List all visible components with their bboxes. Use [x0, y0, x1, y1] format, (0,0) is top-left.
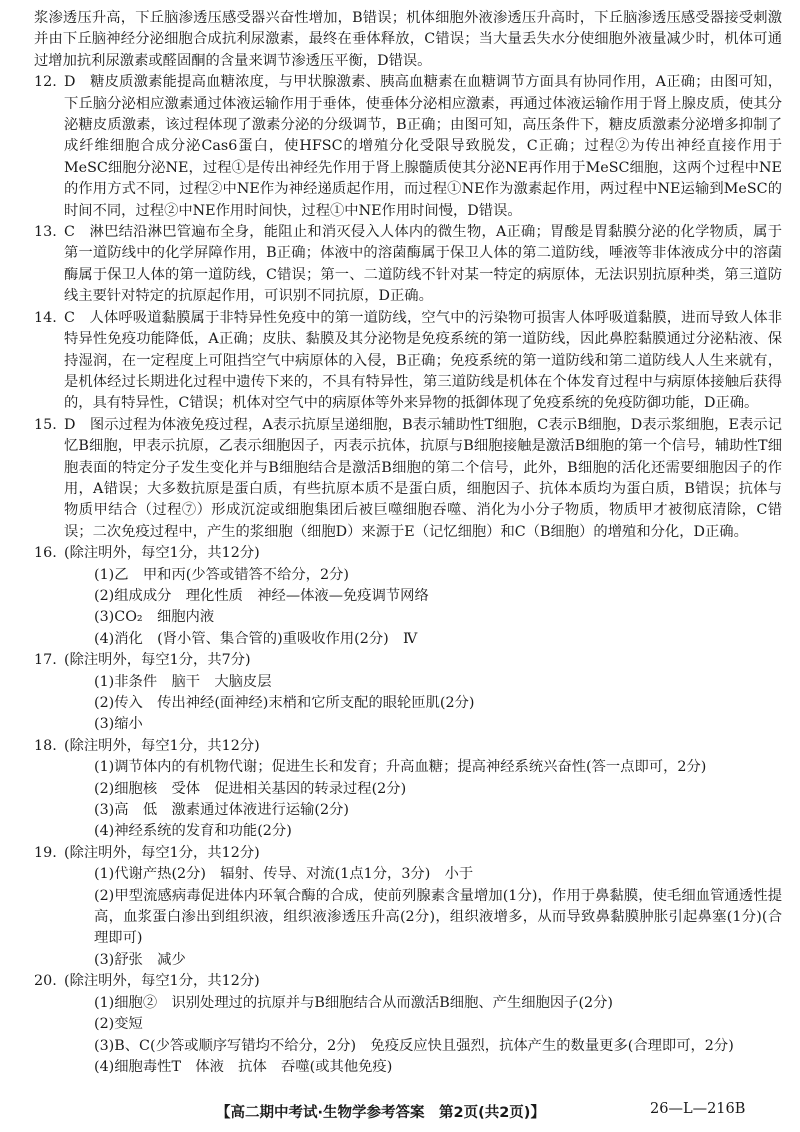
answer-line: (3)缩小 — [94, 716, 143, 733]
document-code: 26—L—216B — [650, 1101, 746, 1117]
answer-explanation: C 淋巴结沿淋巴管遍布全身，能阻止和消灭侵入人体内的微生物，A正确；胃酸是胃黏膜分泌的化学物质，属于第一道防线中的化学屏障作用，B正确；体液中的溶菌酶属于保卫人体的第二道防线，唾液等非体液成分中的溶菌酶属于保卫人体的第一道防线，C错误；第一、二道防线不针对某一特定的病原体，无法识别抗原种类，第三道防线主要针对特定的抗原起作用，可识别不同抗原，D正确。 — [64, 224, 782, 305]
answer-line: (1)乙 甲和丙(少答或错答不给分，2分) — [94, 566, 349, 583]
answer-item-17 — [34, 650, 782, 736]
answer-explanation: C 人体呼吸道黏膜属于非特异性免疫中的第一道防线，空气中的污染物可损害人体呼吸道黏膜，进而导致人体非特异性免疫功能降低，A正确；皮肤、黏膜及其分泌物是免疫系统的第一道防线，因此鼻腔黏膜通过分泌粘液、保持湿润，在一定程度上可阻挡空气中病原体的入侵，B正确；免疫系统的第一道防线和第二道防线人人生来就有，是机体经过长期进化过程中遗传下来的，不具有特异性，第三道防线是机体在个体发育过程中与病原体接触后获得的，具有特异性，C错误；机体对空气中的病原体等外来异物的抵御体现了免疫系统的免疫防御功能，D正确。 — [64, 309, 782, 412]
question-number: 20. — [34, 973, 57, 990]
answer-line: (3)CO₂ 细胞内液 — [94, 609, 215, 626]
answer-item-16 — [34, 543, 782, 650]
question-number: 15. — [34, 416, 57, 433]
answer-line: (3)舒张 减少 — [94, 951, 186, 968]
scoring-note: (除注明外，每空1分，共7分) — [64, 652, 251, 669]
answer-line: (1)细胞② 识别处理过的抗原并与B细胞结合从而激活B细胞、产生细胞因子(2分) — [94, 994, 614, 1011]
scoring-note: (除注明外，每空1分，共12分) — [64, 844, 260, 861]
footer-title: 【高二期中考试·生物学参考答案 第2页(共2页)】 — [216, 1105, 545, 1121]
answer-item-18 — [34, 736, 782, 843]
answer-line: (4)神经系统的发育和功能(2分) — [94, 823, 292, 840]
question-number: 16. — [34, 545, 57, 562]
scoring-note: (除注明外，每空1分，共12分) — [64, 973, 260, 990]
answer-explanation: D 糖皮质激素能提高血糖浓度，与甲状腺激素、胰高血糖素在血糖调节方面具有协同作用，A正确；由图可知，下丘脑分泌相应激素通过体液运输作用于垂体，使垂体分泌相应激素，再通过体液运输作用于肾上腺皮质，使其分泌糖皮质激素，该过程体现了激素分泌的分级调节，B正确；由图可知，高压条件下，糖皮质激素分泌增多抑制了成纤维细胞合成分泌Cas6蛋白，使HFSC的增殖分化受限导致脱发，C正确；过程②为传出神经直接作用于MeSC细胞分泌NE，过程①是传出神经先作用于肾上腺髓质使其分泌NE再作用于MeSC细胞，这两个过程中NE的作用方式不同，过程②中NE作为神经递质起作用，而过程①NE作为激素起作用，两过程中NE运输到MeSC的时间不同，过程②中NE作用时间快，过程①中NE作用时间慢，D错误。 — [64, 74, 782, 219]
answer-item-20 — [34, 971, 782, 1078]
answer-line: (2)传入 传出神经(面神经)末梢和它所支配的眼轮匝肌(2分) — [94, 695, 475, 711]
question-number: 19. — [34, 844, 57, 861]
answer-item-12 — [34, 72, 782, 222]
answer-line: (4)消化 (肾小管、集合管的)重吸收作用(2分) Ⅳ — [94, 630, 418, 647]
answer-line: (2)变短 — [94, 1016, 143, 1033]
answer-explanation: D 图示过程为体液免疫过程，A表示抗原呈递细胞，B表示辅助性T细胞，C表示B细胞，D表示浆细胞，E表示记忆B细胞，甲表示抗原，乙表示细胞因子，丙表示抗体，抗原与B细胞接触是激活B细胞的第一个信号，辅助性T细胞表面的特定分子发生变化并与B细胞结合是激活B细胞的第二个信号，此外，B细胞的活化还需要细胞因子的作用，A错误；大多数抗原是蛋白质，有些抗原本质不是蛋白质，细胞因子、抗体本质均为蛋白质，B错误；抗体与物质甲结合（过程⑦）形成沉淀或细胞集团后被巨噬细胞吞噬、消化为小分子物质，物质甲才被彻底清除，C错误；二次免疫过程中，产生的浆细胞（细胞D）来源于E（记忆细胞）和C（B细胞）的增殖和分化，D正确。 — [64, 416, 782, 540]
answer-page — [34, 8, 782, 1078]
answer-line: (1)调节体内的有机物代谢；促进生长和发育；升高血糖；提高神经系统兴奋性(答一点即可，2分) — [94, 759, 707, 776]
question-number: 14. — [34, 309, 57, 326]
continued-answer-text: 浆渗透压升高，下丘脑渗透压感受器兴奋性增加，B错误；机体细胞外液渗透压升高时，下丘脑渗透压感受器接受刺激并由下丘脑神经分泌细胞合成抗利尿激素，最终在垂体释放，C错误；当大量丢失水分使细胞外液量减少时，机体可通过增加抗利尿激素或醛固酮的含量来调节渗透压平衡，D错误。 — [34, 10, 782, 69]
answer-line: (1)代谢产热(2分) 辐射、传导、对流(1点1分，3分) 小于 — [94, 866, 474, 883]
scoring-note: (除注明外，每空1分，共12分) — [64, 737, 260, 754]
question-number: 17. — [34, 652, 57, 669]
answer-line: (2)甲型流感病毒促进体内环氧合酶的合成，使前列腺素含量增加(1分)，作用于鼻黏膜，使毛细血管通透性提高，血浆蛋白渗出到组织液，组织液渗透压升高(2分)，组织液增多，从而导致鼻黏膜肿胀引起鼻塞(1分)(合理即可) — [94, 887, 782, 947]
answer-line: (3)B、C(少答或顺序写错均不给分，2分) 免疫反应快且强烈，抗体产生的数量更多(合理即可，2分) — [94, 1037, 734, 1054]
question-number: 12. — [34, 74, 57, 91]
answer-line: (2)组成成分 理化性质 神经—体液—免疫调节网络 — [94, 587, 429, 604]
answer-line: (4)细胞毒性T 体液 抗体 吞噬(或其他免疫) — [94, 1058, 393, 1075]
scoring-note: (除注明外，每空1分，共12分) — [64, 545, 260, 562]
answer-item-14 — [34, 308, 782, 415]
answer-line: (2)细胞核 受体 促进相关基因的转录过程(2分) — [94, 780, 407, 797]
answer-item-15 — [34, 415, 782, 543]
question-number: 18. — [34, 737, 57, 754]
question-number: 13. — [34, 224, 57, 241]
answer-line: (1)非条件 脑干 大脑皮层 — [94, 673, 272, 690]
answer-line: (3)高 低 激素通过体液进行运输(2分) — [94, 802, 349, 819]
answer-item-13 — [34, 222, 782, 308]
answer-item-19 — [34, 843, 782, 971]
